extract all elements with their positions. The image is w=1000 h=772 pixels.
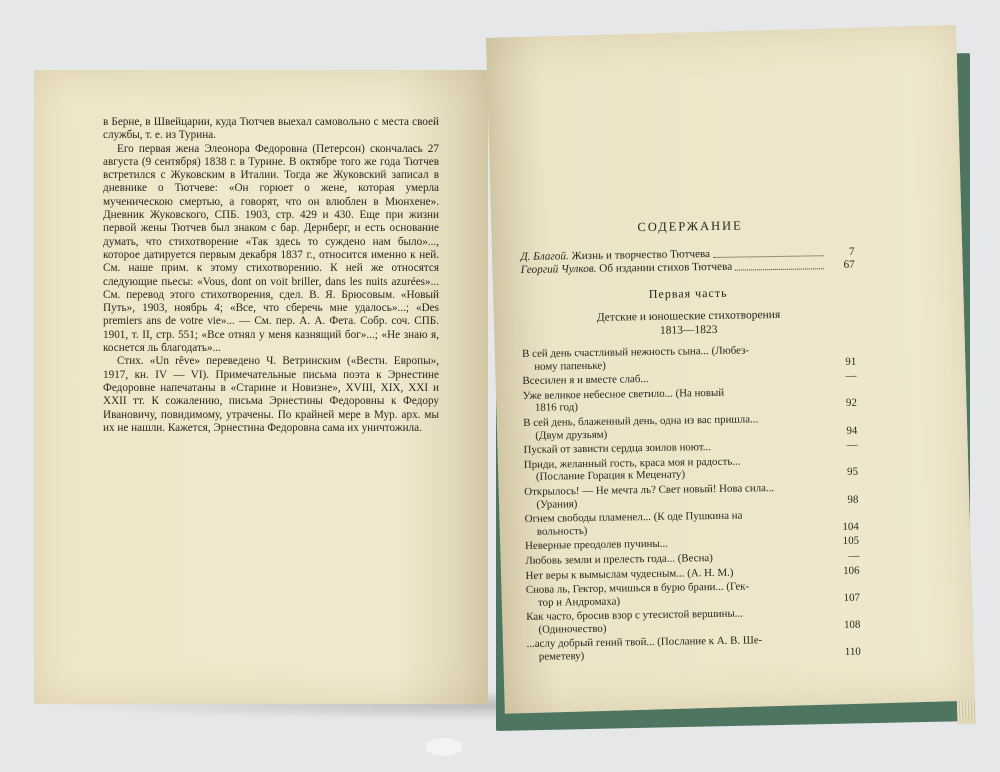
toc-entry <box>524 481 858 511</box>
entry-line-continuation: вольность) <box>536 524 588 538</box>
page-number: 105 <box>842 535 860 548</box>
page-number: 106 <box>843 564 860 577</box>
entry-line: Уже великое небесное светило... (На новый <box>522 386 725 402</box>
section-years: 1813—1823 <box>659 323 718 337</box>
toc-author: Георгий Чулков. <box>520 262 597 276</box>
toc-entry <box>522 343 856 373</box>
entry-line-continuation: (Двум друзьям) <box>535 428 608 442</box>
page-number: 110 <box>844 645 861 659</box>
paragraph: Стих. «Un rêve» переведено Ч. Ветринским («Вестн. Европы», 1917, кн. IV — VI). Примечательные письма поэта к Эрнестине Федоровне напечатаны в «Старине и Новизне», XVIII, XIX, XXI и XXII тт. К сожалению, письма Эрнестины Федоровны к Федору Ивановичу, повидимому, утрачены. По крайней мере в Мур. арх. мы их не нашли. Кажется, Эрнестина Федоровна сама их уничтожила. <box>103 355 439 434</box>
entry-line-continuation: тор и Андромаха) <box>537 595 621 609</box>
page-number: — <box>845 369 857 383</box>
left-page-text <box>103 116 439 435</box>
part-title: Первая часть <box>648 285 728 301</box>
page-number: — <box>848 549 860 562</box>
dot-leader <box>735 268 824 270</box>
entry-line: Нет веры к вымыслам чудесным... (А. Н. М.) <box>525 566 734 582</box>
section-title <box>521 307 855 340</box>
entry-line: Приди, желанный гость, краса моя и радость... <box>523 455 741 471</box>
entry-line-continuation: (Послание Горация к Меценату) <box>535 468 686 484</box>
page-number: 67 <box>843 258 855 271</box>
page-number: 95 <box>846 466 859 479</box>
entry-line: В сей день, блаженный день, одна из вас пришла... <box>523 413 759 429</box>
entry-line: Огнем свободы пламенел... (К оде Пушкина на <box>524 509 743 526</box>
toc-item-title: Об издании стихов Тютчева <box>599 260 733 275</box>
entry-line: Открылось! — Не мечта ль? Свет новый! Нова сила... <box>524 481 775 498</box>
entry-line-continuation: реметеву) <box>538 650 585 663</box>
table-of-contents <box>520 217 861 666</box>
page-number: 7 <box>848 245 855 258</box>
entry-line: Как часто, бросив взор с утесистой вершины... <box>526 607 743 624</box>
page-number: — <box>846 438 858 452</box>
toc-title: СОДЕРЖАНИЕ <box>637 218 743 235</box>
entry-line: Пускай от зависти сердца зоилов ноют... <box>523 441 712 457</box>
page-number: 107 <box>843 591 861 604</box>
paragraph: Его первая жена Элеонора Федоровна (Петерсон) скончалась 27 августа (9 сентября) 1838 г. в Турине. В октябре того же года Тютчев встретился с Жуковским в Италии. Тогда же Жуковский записал в дневнике о Тютчеве: «Он горюет о жене, которая умерла мученическою смертью, а говорят, что он влюблен в Мюнхене». Дневник Жуковского, СПБ. 1903, стр. 429 и 430. Еще при жизни первой жены Тютчев был знаком с бар. Дернберг, и есть основание думать, что стихотворение «Так здесь то суждено нам было»..., которое датируется первым декабря 1837 г., относится именно к ней. См. наше прим. к этому стихотворению. К ней же относятся следующие пьесы: «Vous, dont on voit briller, dans les nuits azurées»... См. перевод этого стихотворения, сдел. В. Я. Брюсовым. «Новый Путь», 1903, ноябрь 4; «Все, что сберечь мне удалось»...; «Des premiers ans de votre vie»... — См. пер. А. А. Фета. Собр. соч. СПБ. 1901, т. II, стр. 551; «Все отнял у меня казнящий бог»...; «Не знаю я, коснется ль благодать»... <box>103 142 439 355</box>
toc-entry <box>524 453 858 483</box>
entry-line-continuation: (Урания) <box>536 497 578 511</box>
entry-line-continuation: (Одиночество) <box>538 622 607 636</box>
toc-entry <box>527 633 861 663</box>
entry-line: В сей день счастливый нежность сына... (Любез- <box>521 344 750 360</box>
toc-entry <box>525 508 859 538</box>
entry-line: Снова ль, Гектор, мчишься в бурю брани... (Гек- <box>525 580 750 597</box>
entry-line: Неверные преодолев пучины... <box>524 538 669 553</box>
toc-entry <box>523 412 857 442</box>
toc-entry <box>526 606 860 636</box>
page-number: 92 <box>845 397 857 410</box>
entry-line-continuation: ному папеньке) <box>534 359 606 373</box>
page-number: 104 <box>842 520 859 533</box>
entry-line: Любовь земли и прелесть года... (Весна) <box>525 551 713 567</box>
page-number: 91 <box>845 355 857 368</box>
entry-line: Всесилен я и вместе слаб... <box>522 373 649 388</box>
background-blemish <box>426 738 462 756</box>
page-number: 108 <box>843 618 861 631</box>
toc-author: Д. Благой. <box>520 250 569 263</box>
toc-item-title: Жизнь и творчество Тютчева <box>571 248 711 263</box>
page-number: 94 <box>846 424 858 437</box>
entry-line: ...аслу добрый гений твой... (Послание к А. В. Ше- <box>526 634 763 651</box>
paragraph: в Берне, в Швейцарии, куда Тютчев выехал самовольно с места своей службы, т. е. из Турина. <box>103 116 439 142</box>
entry-line-continuation: 1816 год) <box>534 401 579 415</box>
page-number: 98 <box>847 493 859 506</box>
toc-entry <box>523 385 857 415</box>
dot-leader <box>713 255 823 258</box>
section-name: Детские и юношеские стихотворения <box>596 308 781 324</box>
toc-entry <box>526 579 860 609</box>
